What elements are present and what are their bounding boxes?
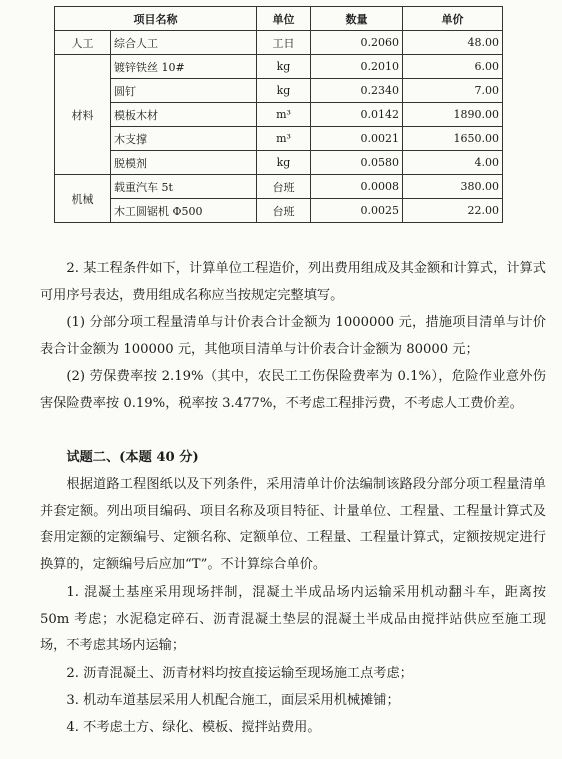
unit-cell: kg: [257, 79, 311, 103]
name-cell: 载重汽车 5t: [111, 175, 257, 199]
name-cell: 脱模剂: [111, 151, 257, 175]
price-cell: 4.00: [403, 151, 503, 175]
unit-cell: 台班: [257, 199, 311, 223]
name-cell: 木工圆锯机 Φ500: [111, 199, 257, 223]
condition-3: 3. 机动车道基层采用人机配合施工，面层采用机械摊铺；: [66, 693, 400, 708]
quantity-cell: 0.0021: [311, 127, 403, 151]
table-row: [55, 175, 503, 199]
name-cell: 模板木材: [111, 103, 257, 127]
condition-4: 4. 不考虑土方、绿化、模板、搅拌站费用。: [66, 720, 321, 735]
unit-cell: 台班: [257, 175, 311, 199]
header-item-name: 项目名称: [55, 7, 257, 31]
question-2-condition-2: (2) 劳保费率按 2.19%（其中，农民工工伤保险费率为 0.1%），危险作业意外伤害保险费率按 0.19%，税率按 3.477%，不考虑工程排污费，不考虑人工费价差。: [40, 369, 546, 411]
quantity-cell: 0.0142: [311, 103, 403, 127]
header-price: 单价: [403, 7, 503, 31]
header-unit: 单位: [257, 7, 311, 31]
category-cell: 人工: [55, 31, 111, 55]
rates-table: [54, 6, 503, 223]
condition-1: 1. 混凝土基座采用现场拌制，混凝土半成品场内运输采用机动翻斗车，距离按 50m 考虑；水泥稳定碎石、沥青混凝土垫层的混凝土半成品由搅拌站供应至施工现场，不考虑其场内运输；: [40, 585, 546, 653]
unit-cell: kg: [257, 151, 311, 175]
table-row: [55, 103, 503, 127]
section-heading: 试题二、(本题 40 分): [66, 450, 199, 465]
price-cell: 22.00: [403, 199, 503, 223]
quantity-cell: 0.0008: [311, 175, 403, 199]
price-cell: 6.00: [403, 55, 503, 79]
table-row: [55, 31, 503, 55]
unit-cell: kg: [257, 55, 311, 79]
table-row: [55, 55, 503, 79]
quantity-cell: 0.0025: [311, 199, 403, 223]
price-cell: 1650.00: [403, 127, 503, 151]
quantity-cell: 0.0580: [311, 151, 403, 175]
name-cell: 镀锌铁丝 10#: [111, 55, 257, 79]
header-quantity: 数量: [311, 7, 403, 31]
name-cell: 综合人工: [111, 31, 257, 55]
question-2-paragraph: 2. 某工程条件如下，计算单位工程造价，列出费用组成及其金额和计算式，计算式可用序号表达，费用组成名称应当按规定完整填写。: [40, 261, 546, 303]
name-cell: 木支撑: [111, 127, 257, 151]
category-cell: 材料: [55, 55, 111, 175]
category-cell: 机械: [55, 175, 111, 223]
table-header-row: [55, 7, 503, 31]
price-cell: 7.00: [403, 79, 503, 103]
condition-2: 2. 沥青混凝土、沥青材料均按直接运输至现场施工点考虑；: [66, 666, 413, 681]
unit-cell: m³: [257, 127, 311, 151]
price-cell: 48.00: [403, 31, 503, 55]
quantity-cell: 0.2340: [311, 79, 403, 103]
name-cell: 圆钉: [111, 79, 257, 103]
price-cell: 1890.00: [403, 103, 503, 127]
unit-cell: m³: [257, 103, 311, 127]
quantity-cell: 0.2060: [311, 31, 403, 55]
table-row: [55, 199, 503, 223]
intro-paragraph: 根据道路工程图纸以及下列条件，采用清单计价法编制该路段分部分项工程量清单并套定额。列出项目编码、项目名称及项目特征、计量单位、工程量、工程量计算式及套用定额的定额编号、定额名称、定额单位、工程量、工程量计算式，定额按规定进行换算的，定额编号后应加“T”。不计算综合单价。: [40, 477, 546, 572]
table-row: [55, 151, 503, 175]
price-cell: 380.00: [403, 175, 503, 199]
unit-cell: 工日: [257, 31, 311, 55]
quantity-cell: 0.2010: [311, 55, 403, 79]
question-2-condition-1: (1) 分部分项工程量清单与计价表合计金额为 1000000 元，措施项目清单与计价表合计金额为 100000 元，其他项目清单与计价表合计金额为 80000 元；: [40, 315, 546, 357]
table-row: [55, 79, 503, 103]
table-row: [55, 127, 503, 151]
